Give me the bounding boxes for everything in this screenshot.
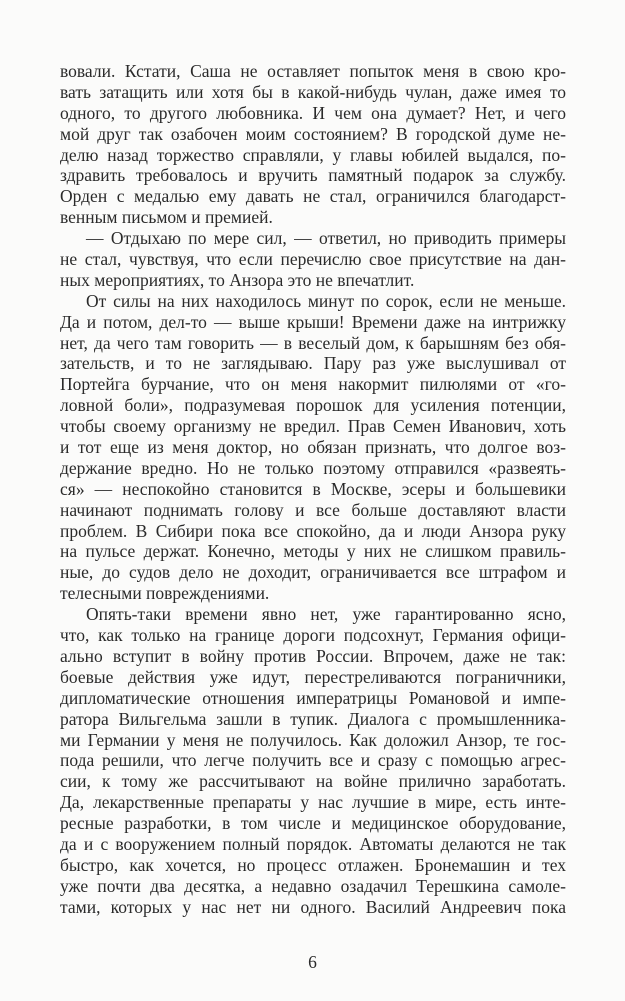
text-line: телесными повреждениями.	[60, 583, 270, 604]
text-line: здравить требовалось и вручить памятный подарок за службу.	[60, 165, 566, 186]
text-line: вать затащить или хотя бы в какой-нибудь чулан, даже имея то	[60, 81, 566, 102]
text-line: что, как только на границе дороги подсохнут, Германия офици-	[60, 625, 566, 646]
text-line: чтобы своему организму не вредил. Прав Семен Иванович, хоть	[60, 416, 566, 437]
body-text	[60, 61, 566, 918]
text-line: держание вредно. Но не только поэтому отправился «развеять-	[60, 457, 566, 478]
text-line: дипломатические отношения императрицы Романовой и импе-	[60, 687, 566, 708]
text-line: От силы на них находилось минут по сорок, если не меньше.	[86, 290, 566, 311]
text-line: ся» — неспокойно становится в Москве, эсеры и большевики	[60, 478, 566, 499]
text-line: Да, лекарственные препараты у нас лучшие в мире, есть инте-	[60, 792, 566, 813]
text-line: быстро, как хочется, но процесс отлажен. Бронемашин и тех	[60, 854, 566, 875]
text-line: Опять-таки времени явно нет, уже гарантированно ясно,	[86, 604, 566, 625]
text-line: тами, которых у нас нет ни одного. Василий Андреевич пока	[60, 896, 566, 917]
text-line: и тот еще из меня доктор, но обязан признать, что долгое воз-	[60, 437, 566, 458]
text-line: ных мероприятиях, то Анзора это не впечатлит.	[60, 269, 415, 290]
page-number: 6	[308, 952, 317, 972]
text-line: ные, до судов дело не доходит, ограничивается все штрафом и	[60, 562, 566, 583]
text-line: делю назад торжество справляли, у главы юбилей выдался, по-	[60, 144, 566, 165]
text-line: зательств, и то не заглядываю. Пару раз уже выслушивал от	[60, 353, 566, 374]
text-line: ми Германии у меня не получилось. Как доложил Анзор, те гос-	[60, 729, 566, 750]
text-line: уже почти два десятка, а недавно озадачил Терешкина самоле-	[60, 875, 566, 896]
text-line: одного, то другого любовника. И чем она думает? Нет, и чего	[60, 102, 566, 123]
text-line: вовали. Кстати, Саша не оставляет попыток меня в свою кро-	[60, 61, 566, 81]
text-line: ресные разработки, в том числе и медицинское оборудование,	[60, 813, 566, 834]
text-line: не стал, чувствуя, что если перечислю свое присутствие на дан-	[60, 249, 566, 270]
text-line: ально вступит в войну против России. Впрочем, даже не так:	[60, 645, 566, 666]
text-line: Портейга бурчание, что он меня накормит пилюлями от «го-	[60, 374, 566, 395]
text-line: да и с вооружением полный порядок. Автоматы делаются не так	[60, 833, 566, 854]
text-line: мой друг так озабочен моим состоянием? В городской думе не-	[60, 123, 566, 144]
text-line: пода решили, что легче получить все и сразу с помощью агрес-	[60, 750, 566, 771]
text-line: боевые действия уже идут, перестреливаются пограничники,	[60, 666, 566, 687]
text-line: нет, да чего там говорить — в веселый дом, к барышням без обя-	[60, 332, 566, 353]
text-line: венным письмом и премией.	[60, 207, 273, 228]
text-line: Да и потом, дел-то — выше крыши! Времени даже на интрижку	[60, 311, 566, 332]
text-line: начинают поднимать голову и все больше доставляют власти	[60, 499, 566, 520]
text-line: проблем. В Сибири пока все спокойно, да и люди Анзора руку	[60, 520, 566, 541]
text-line: сии, к тому же рассчитывают на войне прилично заработать.	[60, 771, 566, 792]
text-line: на пульсе держат. Конечно, методы у них не слишком правиль-	[60, 541, 566, 562]
text-line: ратора Вильгельма зашли в тупик. Диалога с промышленника-	[60, 708, 566, 729]
text-line: Орден с медалью ему давать не стал, ограничился благодарст-	[60, 186, 566, 207]
text-line: ловной боли», подразумевая порошок для усиления потенции,	[60, 395, 566, 416]
text-line: — Отдыхаю по мере сил, — ответил, но приводить примеры	[86, 228, 566, 249]
